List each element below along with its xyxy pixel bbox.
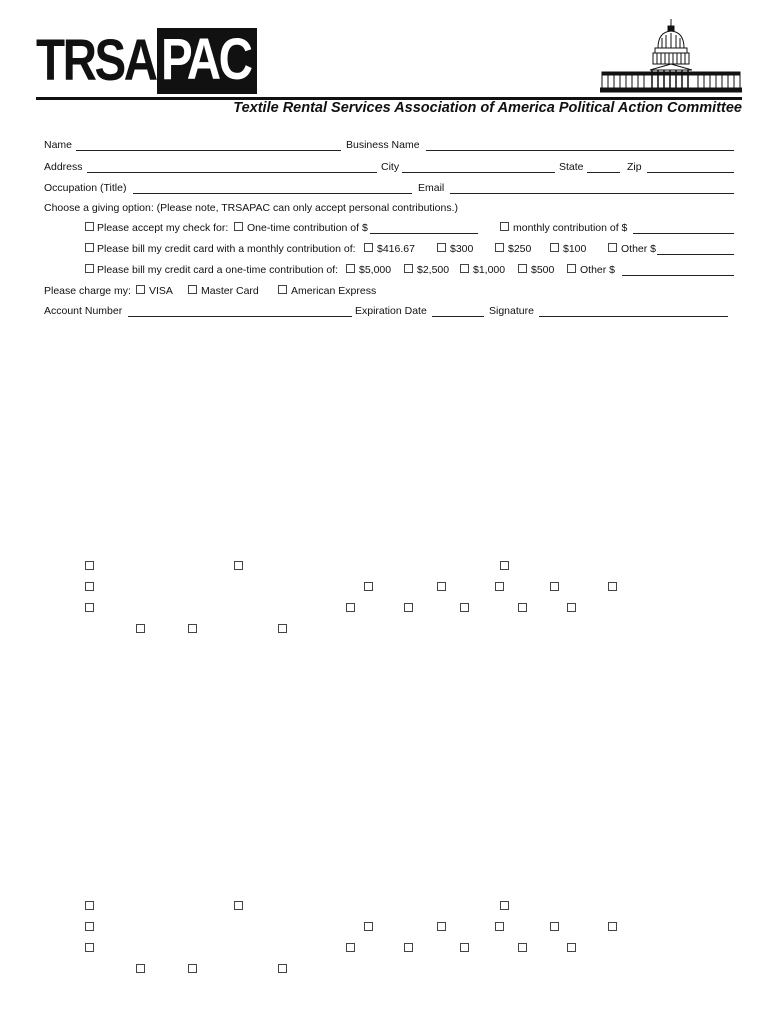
logo-pac-text: PAC	[161, 27, 251, 92]
account-number-label: Account Number	[44, 305, 123, 317]
mastercard-label: Master Card	[201, 285, 259, 297]
email-label: Email	[418, 182, 445, 194]
monthly-300-label: $300	[450, 243, 474, 255]
checkbox[interactable]	[495, 922, 504, 931]
one-time-checkbox[interactable]	[234, 222, 243, 231]
checkbox[interactable]	[346, 603, 355, 612]
monthly-100-checkbox[interactable]	[550, 243, 559, 252]
expiration-field[interactable]	[432, 316, 484, 317]
charge-label: Please charge my:	[44, 285, 131, 297]
state-field[interactable]	[587, 172, 620, 173]
state-label: State	[559, 161, 584, 173]
mastercard-checkbox[interactable]	[188, 285, 197, 294]
amex-checkbox[interactable]	[278, 285, 287, 294]
checkbox[interactable]	[364, 922, 373, 931]
bill-one-time-label: Please bill my credit card a one-time contribution of:	[97, 264, 339, 276]
address-field[interactable]	[87, 172, 377, 173]
email-field[interactable]	[450, 193, 734, 194]
checkbox[interactable]	[437, 922, 446, 931]
checkbox[interactable]	[567, 603, 576, 612]
checkbox[interactable]	[567, 943, 576, 952]
check-label: Please accept my check for:	[97, 222, 229, 234]
checkbox[interactable]	[437, 582, 446, 591]
checkbox[interactable]	[608, 922, 617, 931]
checkbox[interactable]	[85, 561, 94, 570]
one-time-500-checkbox[interactable]	[518, 264, 527, 273]
business-name-label: Business Name	[346, 139, 420, 151]
visa-checkbox[interactable]	[136, 285, 145, 294]
one-time-5000-label: $5,000	[359, 264, 392, 276]
checkbox[interactable]	[85, 901, 94, 910]
occupation-field[interactable]	[133, 193, 412, 194]
bill-one-time-checkbox[interactable]	[85, 264, 94, 273]
one-time-other-field[interactable]	[622, 275, 734, 276]
checkbox[interactable]	[188, 624, 197, 633]
monthly-other-checkbox[interactable]	[608, 243, 617, 252]
one-time-2500-checkbox[interactable]	[404, 264, 413, 273]
one-time-other-checkbox[interactable]	[567, 264, 576, 273]
checkbox[interactable]	[550, 582, 559, 591]
address-label: Address	[44, 161, 83, 173]
checkbox[interactable]	[85, 582, 94, 591]
business-name-field[interactable]	[426, 150, 734, 151]
one-time-label: One-time contribution of $	[247, 222, 368, 234]
checkbox[interactable]	[188, 964, 197, 973]
checkbox[interactable]	[278, 624, 287, 633]
monthly-416-checkbox[interactable]	[364, 243, 373, 252]
checkbox[interactable]	[85, 603, 94, 612]
checkbox[interactable]	[460, 603, 469, 612]
checkbox[interactable]	[136, 624, 145, 633]
giving-option-intro: Choose a giving option: (Please note, TRSAPAC can only accept personal contributions.)	[44, 202, 459, 214]
checkbox[interactable]	[500, 561, 509, 570]
one-time-500-label: $500	[531, 264, 555, 276]
checkbox[interactable]	[234, 561, 243, 570]
account-number-field[interactable]	[128, 316, 352, 317]
check-checkbox[interactable]	[85, 222, 94, 231]
one-time-amount-field[interactable]	[370, 233, 478, 234]
checkbox[interactable]	[404, 603, 413, 612]
zip-label: Zip	[627, 161, 642, 173]
one-time-2500-label: $2,500	[417, 264, 450, 276]
checkbox[interactable]	[404, 943, 413, 952]
checkbox[interactable]	[518, 603, 527, 612]
checkbox[interactable]	[500, 901, 509, 910]
one-time-1000-label: $1,000	[473, 264, 506, 276]
monthly-checkbox[interactable]	[500, 222, 509, 231]
city-label: City	[381, 161, 400, 173]
bill-monthly-label: Please bill my credit card with a monthly contribution of:	[97, 243, 356, 255]
one-time-1000-checkbox[interactable]	[460, 264, 469, 273]
monthly-250-checkbox[interactable]	[495, 243, 504, 252]
monthly-100-label: $100	[563, 243, 587, 255]
checkbox[interactable]	[278, 964, 287, 973]
monthly-other-label: Other $	[621, 243, 657, 255]
checkbox[interactable]	[518, 943, 527, 952]
logo-trsa-text: TRSA	[36, 28, 156, 93]
monthly-other-field[interactable]	[657, 254, 734, 255]
amex-label: American Express	[291, 285, 377, 297]
checkbox[interactable]	[460, 943, 469, 952]
name-field[interactable]	[76, 150, 341, 151]
bill-monthly-checkbox[interactable]	[85, 243, 94, 252]
city-field[interactable]	[402, 172, 555, 173]
zip-field[interactable]	[647, 172, 734, 173]
checkbox[interactable]	[364, 582, 373, 591]
checkbox[interactable]	[234, 901, 243, 910]
name-label: Name	[44, 139, 73, 151]
signature-label: Signature	[489, 305, 534, 317]
checkbox[interactable]	[85, 922, 94, 931]
checkbox[interactable]	[85, 943, 94, 952]
checkbox[interactable]	[550, 922, 559, 931]
checkbox[interactable]	[136, 964, 145, 973]
monthly-amount-field[interactable]	[633, 233, 734, 234]
monthly-250-label: $250	[508, 243, 532, 255]
monthly-416-label: $416.67	[377, 243, 415, 255]
logo-pac-block	[157, 28, 257, 94]
checkbox[interactable]	[346, 943, 355, 952]
occupation-label: Occupation (Title)	[44, 182, 127, 194]
expiration-label: Expiration Date	[355, 305, 427, 317]
visa-label: VISA	[149, 285, 173, 297]
checkbox[interactable]	[608, 582, 617, 591]
signature-field[interactable]	[539, 316, 728, 317]
committee-title: Textile Rental Services Association of America Political Action Committee	[233, 100, 742, 116]
one-time-other-label: Other $	[580, 264, 616, 276]
checkbox[interactable]	[495, 582, 504, 591]
one-time-5000-checkbox[interactable]	[346, 264, 355, 273]
monthly-300-checkbox[interactable]	[437, 243, 446, 252]
capitol-building-icon	[600, 18, 742, 94]
monthly-label: monthly contribution of $	[513, 222, 628, 234]
